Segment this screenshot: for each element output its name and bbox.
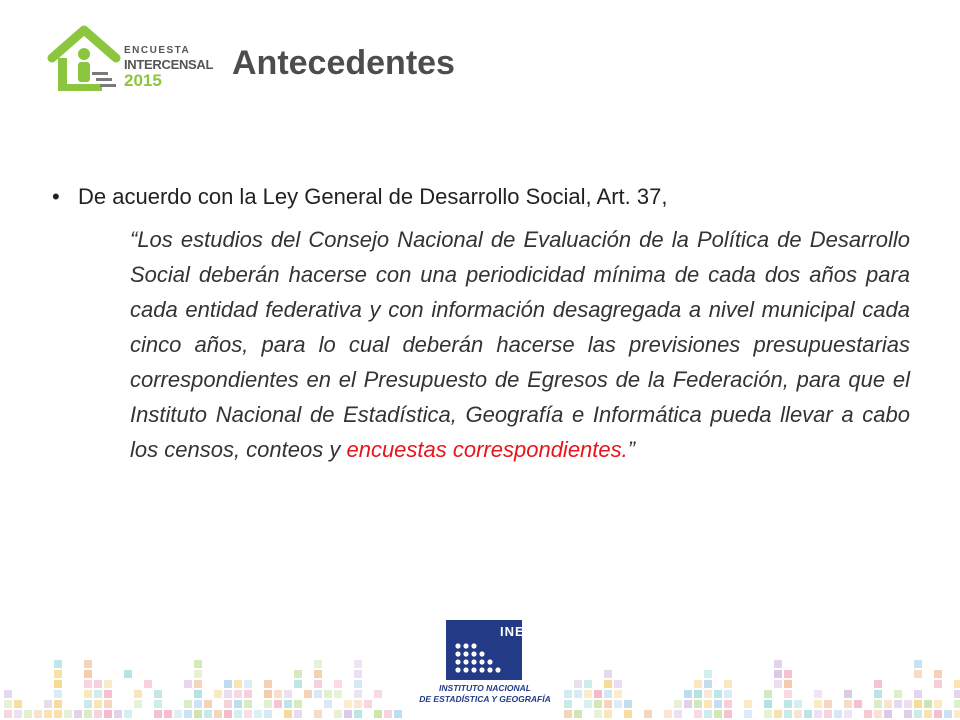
decor-square bbox=[294, 680, 302, 688]
decor-square bbox=[624, 710, 632, 718]
inegi-name-line2: DE ESTADÍSTICA Y GEOGRAFÍA bbox=[419, 694, 551, 704]
decor-square bbox=[104, 690, 112, 698]
decor-square bbox=[814, 710, 822, 718]
decor-square bbox=[794, 710, 802, 718]
decor-square bbox=[344, 700, 352, 708]
decor-square bbox=[14, 700, 22, 708]
decor-square bbox=[594, 690, 602, 698]
decor-square bbox=[124, 670, 132, 678]
decor-square bbox=[724, 710, 732, 718]
decor-square bbox=[784, 690, 792, 698]
decor-square bbox=[104, 710, 112, 718]
decor-square bbox=[24, 710, 32, 718]
decor-square bbox=[844, 710, 852, 718]
decor-square bbox=[224, 680, 232, 688]
decor-square bbox=[244, 680, 252, 688]
decor-square bbox=[694, 700, 702, 708]
decor-square bbox=[104, 700, 112, 708]
decor-square bbox=[704, 680, 712, 688]
decor-square bbox=[4, 710, 12, 718]
decor-square bbox=[314, 660, 322, 668]
decor-square bbox=[284, 710, 292, 718]
decor-square bbox=[234, 680, 242, 688]
decor-square bbox=[774, 660, 782, 668]
decor-square bbox=[934, 680, 942, 688]
inegi-acronym: INEGI bbox=[500, 624, 541, 639]
decor-square bbox=[4, 690, 12, 698]
decor-square bbox=[954, 710, 960, 718]
decor-square bbox=[904, 710, 912, 718]
decor-square bbox=[614, 700, 622, 708]
decor-square bbox=[614, 680, 622, 688]
decor-square bbox=[714, 700, 722, 708]
decor-square bbox=[94, 710, 102, 718]
decor-square bbox=[54, 710, 62, 718]
decor-square bbox=[264, 680, 272, 688]
decor-square bbox=[94, 680, 102, 688]
decor-square bbox=[814, 690, 822, 698]
decor-square bbox=[924, 700, 932, 708]
decor-square bbox=[714, 710, 722, 718]
decor-square bbox=[314, 680, 322, 688]
decor-square bbox=[674, 710, 682, 718]
decor-square bbox=[314, 670, 322, 678]
decor-square bbox=[284, 690, 292, 698]
decor-square bbox=[954, 690, 960, 698]
decor-square bbox=[74, 710, 82, 718]
decor-square bbox=[254, 710, 262, 718]
decor-square bbox=[264, 700, 272, 708]
decor-square bbox=[744, 710, 752, 718]
decor-square bbox=[924, 710, 932, 718]
decor-square bbox=[204, 700, 212, 708]
decor-square bbox=[934, 700, 942, 708]
decor-square bbox=[834, 710, 842, 718]
decor-square bbox=[804, 710, 812, 718]
decor-square bbox=[54, 680, 62, 688]
decor-square bbox=[364, 700, 372, 708]
decor-square bbox=[334, 680, 342, 688]
decor-square bbox=[794, 700, 802, 708]
decor-square bbox=[614, 690, 622, 698]
decor-square bbox=[174, 710, 182, 718]
decor-square bbox=[214, 710, 222, 718]
decor-square bbox=[824, 700, 832, 708]
decor-square bbox=[724, 680, 732, 688]
decor-square bbox=[44, 700, 52, 708]
decor-square bbox=[54, 670, 62, 678]
inegi-name-line1: INSTITUTO NACIONAL bbox=[439, 683, 531, 693]
decor-square bbox=[84, 700, 92, 708]
decor-square bbox=[744, 700, 752, 708]
quote-text: “Los estudios del Consejo Nacional de Evaluación de la Política de Desarrollo Social deberán hacerse con una periodicidad mínima de cada dos años para cada entidad federativa y con información desagregada a nivel municipal cada cinco años, para lo cual deberán hacerse las previsiones presupuestarias correspondientes en el Presupuesto de Egresos de la Federación, para que el Instituto Nacional de Estadística, Geografía e Informática pueda llevar a cabo los censos, conteos y bbox=[130, 227, 910, 462]
decor-square bbox=[914, 670, 922, 678]
decor-square bbox=[84, 690, 92, 698]
decor-square bbox=[184, 680, 192, 688]
logo-line-intercensal: INTERCENSAL bbox=[124, 57, 214, 72]
decor-square bbox=[294, 700, 302, 708]
decor-square bbox=[134, 700, 142, 708]
decor-square bbox=[914, 700, 922, 708]
decor-square bbox=[124, 710, 132, 718]
decor-square bbox=[874, 680, 882, 688]
decor-square bbox=[564, 690, 572, 698]
decor-square bbox=[694, 680, 702, 688]
decor-square bbox=[824, 710, 832, 718]
decor-square bbox=[624, 700, 632, 708]
decor-square bbox=[244, 690, 252, 698]
decor-square bbox=[234, 690, 242, 698]
decor-square bbox=[294, 670, 302, 678]
decor-square bbox=[84, 670, 92, 678]
decor-square bbox=[114, 710, 122, 718]
decor-square bbox=[234, 710, 242, 718]
decor-square bbox=[314, 710, 322, 718]
logo-line-encuesta: ENCUESTA bbox=[124, 45, 191, 56]
decor-square bbox=[304, 690, 312, 698]
decor-square bbox=[374, 690, 382, 698]
decor-square bbox=[604, 670, 612, 678]
decor-square bbox=[84, 660, 92, 668]
decor-square bbox=[884, 700, 892, 708]
decor-square bbox=[704, 700, 712, 708]
decor-square bbox=[94, 690, 102, 698]
decor-square bbox=[724, 700, 732, 708]
decor-square bbox=[154, 710, 162, 718]
inegi-emblem bbox=[446, 620, 541, 680]
decor-square bbox=[224, 690, 232, 698]
decor-square bbox=[354, 700, 362, 708]
decor-square bbox=[904, 700, 912, 708]
decor-square bbox=[864, 710, 872, 718]
decor-square bbox=[574, 710, 582, 718]
decor-square bbox=[194, 660, 202, 668]
decor-square bbox=[714, 690, 722, 698]
decor-square bbox=[774, 670, 782, 678]
decor-square bbox=[594, 710, 602, 718]
decor-square bbox=[724, 690, 732, 698]
decor-square bbox=[844, 700, 852, 708]
decor-square bbox=[184, 700, 192, 708]
decor-square bbox=[194, 690, 202, 698]
decor-square bbox=[84, 710, 92, 718]
decor-square bbox=[194, 680, 202, 688]
encuesta-intercensal-logo bbox=[46, 22, 216, 96]
decor-square bbox=[704, 710, 712, 718]
decor-square bbox=[844, 690, 852, 698]
decor-square bbox=[574, 690, 582, 698]
decor-square bbox=[154, 690, 162, 698]
decor-square bbox=[84, 680, 92, 688]
decor-square bbox=[664, 710, 672, 718]
decor-square bbox=[914, 690, 922, 698]
decor-square bbox=[774, 680, 782, 688]
decor-square bbox=[934, 670, 942, 678]
quote-highlight: encuestas correspondientes. bbox=[346, 437, 628, 462]
decor-square bbox=[194, 710, 202, 718]
decor-square bbox=[774, 710, 782, 718]
decor-square bbox=[874, 690, 882, 698]
decor-square bbox=[604, 690, 612, 698]
decor-square bbox=[354, 660, 362, 668]
decor-square bbox=[44, 710, 52, 718]
decor-square bbox=[54, 660, 62, 668]
decor-square bbox=[224, 700, 232, 708]
decor-square bbox=[894, 690, 902, 698]
house-person-logo-icon bbox=[46, 22, 126, 94]
decor-square bbox=[764, 700, 772, 708]
decor-square bbox=[54, 690, 62, 698]
decor-square bbox=[284, 700, 292, 708]
decor-square bbox=[164, 710, 172, 718]
decor-square bbox=[54, 700, 62, 708]
decor-square bbox=[4, 700, 12, 708]
decor-square bbox=[704, 690, 712, 698]
decor-square bbox=[684, 690, 692, 698]
decor-square bbox=[644, 710, 652, 718]
decor-square bbox=[564, 710, 572, 718]
law-quote bbox=[130, 222, 910, 467]
decor-square bbox=[594, 700, 602, 708]
decor-square bbox=[764, 710, 772, 718]
decor-square bbox=[34, 710, 42, 718]
decor-square bbox=[194, 700, 202, 708]
decor-square bbox=[604, 680, 612, 688]
decor-square bbox=[344, 710, 352, 718]
inegi-grid-icon bbox=[446, 620, 522, 680]
decor-square bbox=[784, 700, 792, 708]
decor-square bbox=[604, 700, 612, 708]
decor-square bbox=[244, 700, 252, 708]
logo-year: 2015 bbox=[124, 71, 162, 90]
decor-square bbox=[334, 710, 342, 718]
decor-square bbox=[204, 710, 212, 718]
decor-square bbox=[934, 710, 942, 718]
decor-square bbox=[784, 670, 792, 678]
decor-square bbox=[354, 670, 362, 678]
decor-square bbox=[564, 700, 572, 708]
bullet-text: De acuerdo con la Ley General de Desarrollo Social, Art. 37, bbox=[78, 184, 668, 209]
decor-square bbox=[814, 700, 822, 708]
decor-square bbox=[354, 710, 362, 718]
quote-close-mark: ” bbox=[627, 437, 636, 462]
decor-square bbox=[274, 700, 282, 708]
decor-square bbox=[94, 700, 102, 708]
decor-square bbox=[874, 700, 882, 708]
decor-square bbox=[584, 690, 592, 698]
decor-square bbox=[334, 690, 342, 698]
decor-square bbox=[954, 700, 960, 708]
decor-square bbox=[674, 700, 682, 708]
decor-square bbox=[574, 680, 582, 688]
decor-square bbox=[264, 710, 272, 718]
decor-square bbox=[854, 700, 862, 708]
decor-square bbox=[214, 690, 222, 698]
decor-square bbox=[584, 680, 592, 688]
decor-square bbox=[694, 690, 702, 698]
slide-title: Antecedentes bbox=[232, 44, 455, 82]
decor-square bbox=[134, 690, 142, 698]
bullet-dot: • bbox=[52, 184, 60, 209]
decor-square bbox=[944, 710, 952, 718]
decor-square bbox=[144, 680, 152, 688]
decor-square bbox=[104, 680, 112, 688]
decor-square bbox=[784, 710, 792, 718]
decor-square bbox=[384, 710, 392, 718]
inegi-logo bbox=[410, 620, 560, 706]
decor-square bbox=[194, 670, 202, 678]
decor-square bbox=[584, 700, 592, 708]
decor-square bbox=[314, 690, 322, 698]
decor-square bbox=[374, 710, 382, 718]
decor-square bbox=[914, 660, 922, 668]
decor-square bbox=[884, 710, 892, 718]
decor-square bbox=[244, 710, 252, 718]
decor-square bbox=[704, 670, 712, 678]
decor-square bbox=[234, 700, 242, 708]
decor-square bbox=[894, 700, 902, 708]
decor-square bbox=[294, 710, 302, 718]
decor-square bbox=[394, 710, 402, 718]
decor-square bbox=[324, 700, 332, 708]
decor-square bbox=[784, 680, 792, 688]
decor-square bbox=[354, 690, 362, 698]
decor-square bbox=[604, 710, 612, 718]
decor-square bbox=[694, 710, 702, 718]
decor-square bbox=[224, 710, 232, 718]
decor-square bbox=[264, 690, 272, 698]
decor-square bbox=[684, 700, 692, 708]
decor-square bbox=[874, 710, 882, 718]
decor-square bbox=[14, 710, 22, 718]
decor-square bbox=[914, 710, 922, 718]
decor-square bbox=[954, 680, 960, 688]
decor-square bbox=[184, 710, 192, 718]
decor-square bbox=[64, 710, 72, 718]
decor-square bbox=[764, 690, 772, 698]
decor-square bbox=[154, 700, 162, 708]
decor-square bbox=[354, 680, 362, 688]
bullet-item bbox=[52, 184, 667, 210]
decor-square bbox=[274, 690, 282, 698]
decor-square bbox=[324, 690, 332, 698]
